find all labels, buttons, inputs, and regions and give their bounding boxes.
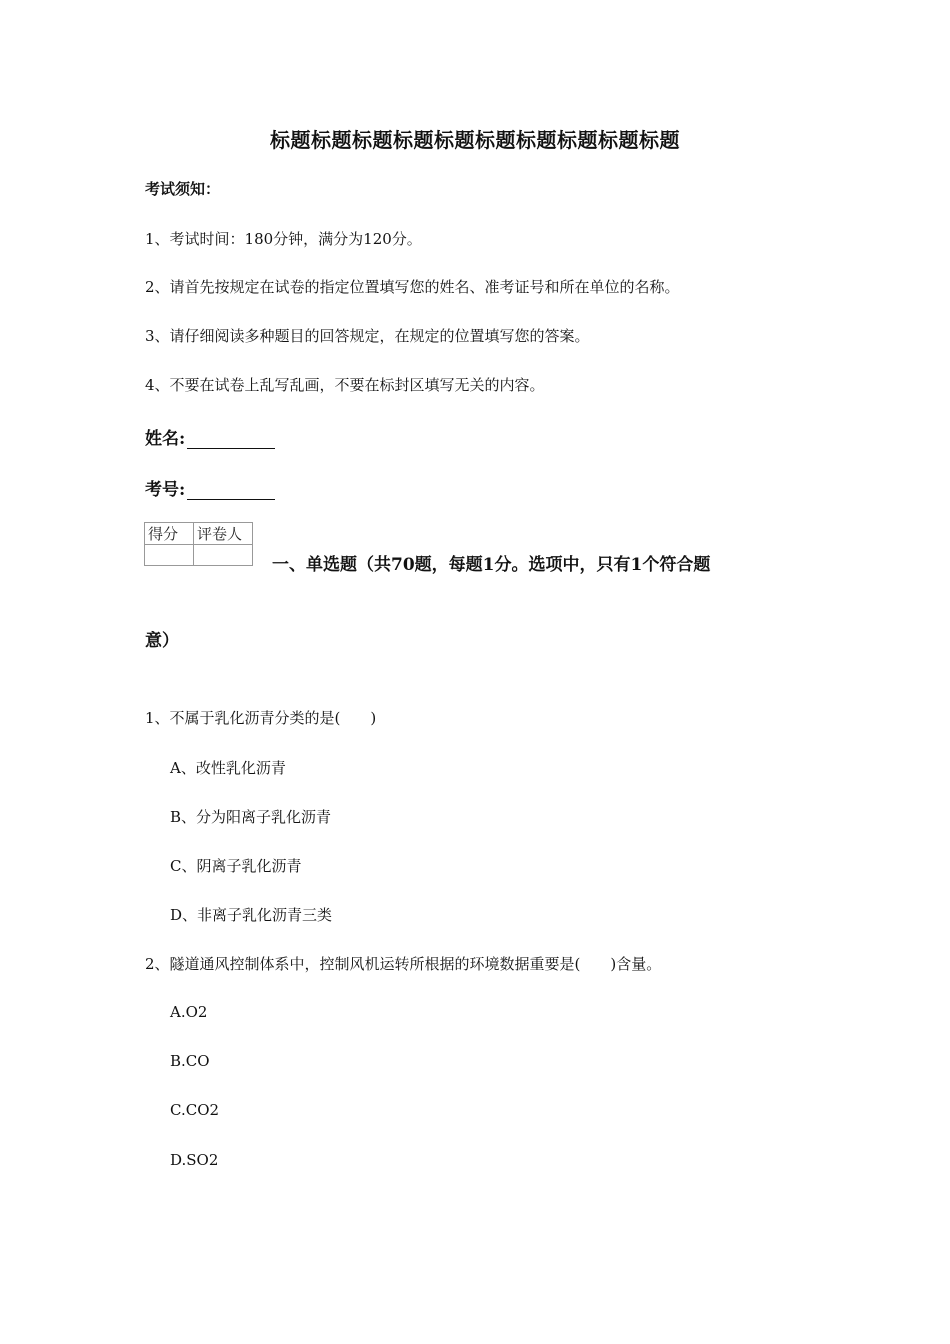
question-1-option-d: D、非离子乳化沥青三类	[170, 906, 333, 924]
name-blank-line[interactable]	[187, 430, 275, 449]
notice-item: 4、不要在试卷上乱写乱画，不要在标封区填写无关的内容。	[145, 376, 545, 394]
question-2-option-c: C.CO2	[170, 1101, 220, 1119]
score-table	[144, 522, 253, 566]
section-title: 一、单选题（共70题，每题1分。选项中，只有1个符合题	[272, 555, 711, 575]
exam-number-blank-line[interactable]	[187, 481, 275, 500]
score-cell[interactable]	[145, 545, 194, 566]
grader-header: 评卷人	[194, 523, 253, 545]
question-1-option-a: A、改性乳化沥青	[170, 759, 286, 777]
name-field	[145, 424, 275, 449]
notice-heading: 考试须知：	[145, 180, 221, 198]
document-title: 标题标题标题标题标题标题标题标题标题标题	[270, 128, 680, 152]
question-2-option-d: D.SO2	[170, 1151, 219, 1169]
notice-item: 3、请仔细阅读多种题目的回答规定，在规定的位置填写您的答案。	[145, 327, 590, 345]
exam-number-field	[145, 475, 275, 500]
name-label: 姓名:	[145, 429, 186, 449]
exam-number-label: 考号:	[145, 480, 186, 500]
notice-item: 1、考试时间：180分钟，满分为120分。	[145, 230, 422, 248]
question-2-option-b: B.CO	[170, 1052, 210, 1070]
score-header: 得分	[145, 523, 194, 545]
grader-cell[interactable]	[194, 545, 253, 566]
question-2: 2、隧道通风控制体系中，控制风机运转所根据的环境数据重要是( )含量。	[145, 955, 662, 973]
question-1-option-c: C、阴离子乳化沥青	[170, 857, 302, 875]
section-title-continuation: 意）	[145, 631, 179, 651]
question-2-option-a: A.O2	[170, 1003, 208, 1021]
question-1: 1、不属于乳化沥青分类的是( )	[145, 709, 377, 727]
notice-item: 2、请首先按规定在试卷的指定位置填写您的姓名、准考证号和所在单位的名称。	[145, 278, 680, 296]
question-1-option-b: B、分为阳离子乳化沥青	[170, 808, 332, 826]
